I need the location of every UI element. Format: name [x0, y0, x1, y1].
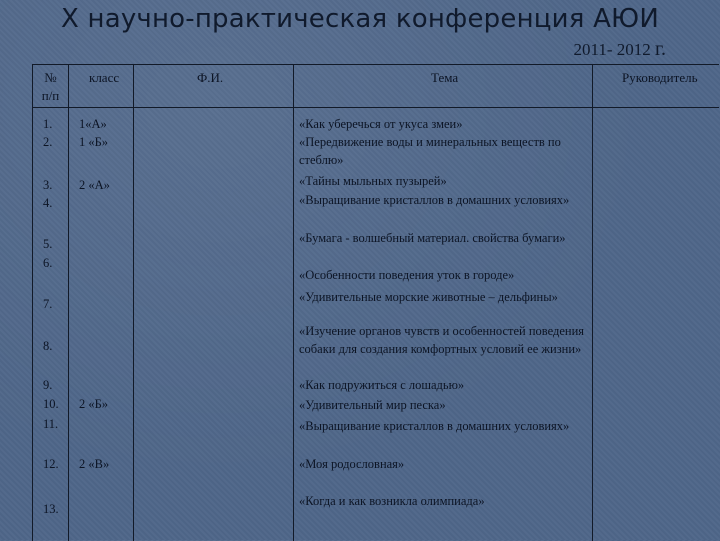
row-number: 2. [43, 135, 53, 149]
topic-cell: «Выращивание кристаллов в домашних условиях» [299, 419, 570, 433]
topic-cell: «Выращивание кристаллов в домашних условиях» [299, 193, 570, 207]
class-cell: 2 «А» [79, 178, 110, 192]
topic-cell: «Моя родословная» [299, 457, 405, 471]
topic-cell: «Передвижение воды и минеральных веществ по стеблю» [299, 135, 561, 167]
row-number: 11. [43, 417, 59, 431]
row-number: 8. [43, 339, 53, 353]
class-cell: 1 «Б» [79, 135, 109, 149]
topic-cell: «Когда и как возникла олимпиада» [299, 494, 485, 508]
year-suffix: г. [655, 38, 666, 60]
topic-cell: «Как подружиться с лошадью» [299, 378, 465, 392]
row-number: 9. [43, 378, 53, 392]
header-number-abbr: п/п [41, 88, 60, 103]
header-leader: Руководитель [622, 70, 698, 85]
row-number: 3. [43, 178, 53, 192]
row-number: 6. [43, 256, 53, 270]
column-divider [592, 65, 593, 541]
topic-cell: «Удивительный мир песка» [299, 398, 446, 412]
row-number: 7. [43, 297, 53, 311]
topic-cell: «Бумага - волшебный материал. свойства бумаги» [299, 231, 566, 245]
row-number: 10. [43, 397, 59, 411]
header-number-sign: № [44, 70, 57, 85]
column-divider [133, 65, 134, 541]
topic-cell: «Тайны мыльных пузырей» [299, 174, 447, 188]
row-number: 12. [43, 457, 59, 471]
row-number: 4. [43, 196, 53, 210]
header-fio: Ф.И. [197, 70, 224, 85]
class-cell: 1«А» [79, 117, 107, 131]
row-number: 1. [43, 117, 53, 131]
academic-year [574, 38, 666, 61]
year-range: 2011- 2012 [573, 40, 651, 59]
header-divider [33, 107, 719, 108]
page-title: X научно-практическая конференция АЮИ [61, 4, 659, 34]
topic-cell: «Особенности поведения уток в городе» [299, 268, 515, 282]
row-number: 13. [43, 502, 59, 516]
topic-cell: «Удивительные морские животные – дельфины» [299, 290, 558, 304]
conference-table [32, 64, 719, 541]
header-number [33, 69, 68, 105]
class-cell: 2 «Б» [79, 397, 109, 411]
class-cell: 2 «В» [79, 457, 110, 471]
column-divider [68, 65, 69, 541]
row-number: 5. [43, 237, 53, 251]
column-divider [293, 65, 294, 541]
header-topic: Тема [431, 70, 459, 85]
topic-cell: «Как уберечься от укуса змеи» [299, 117, 463, 131]
header-class: класс [89, 70, 120, 85]
topic-cell: «Изучение органов чувств и особенностей поведения собаки для создания комфортных условий ее жизни» [299, 324, 585, 356]
